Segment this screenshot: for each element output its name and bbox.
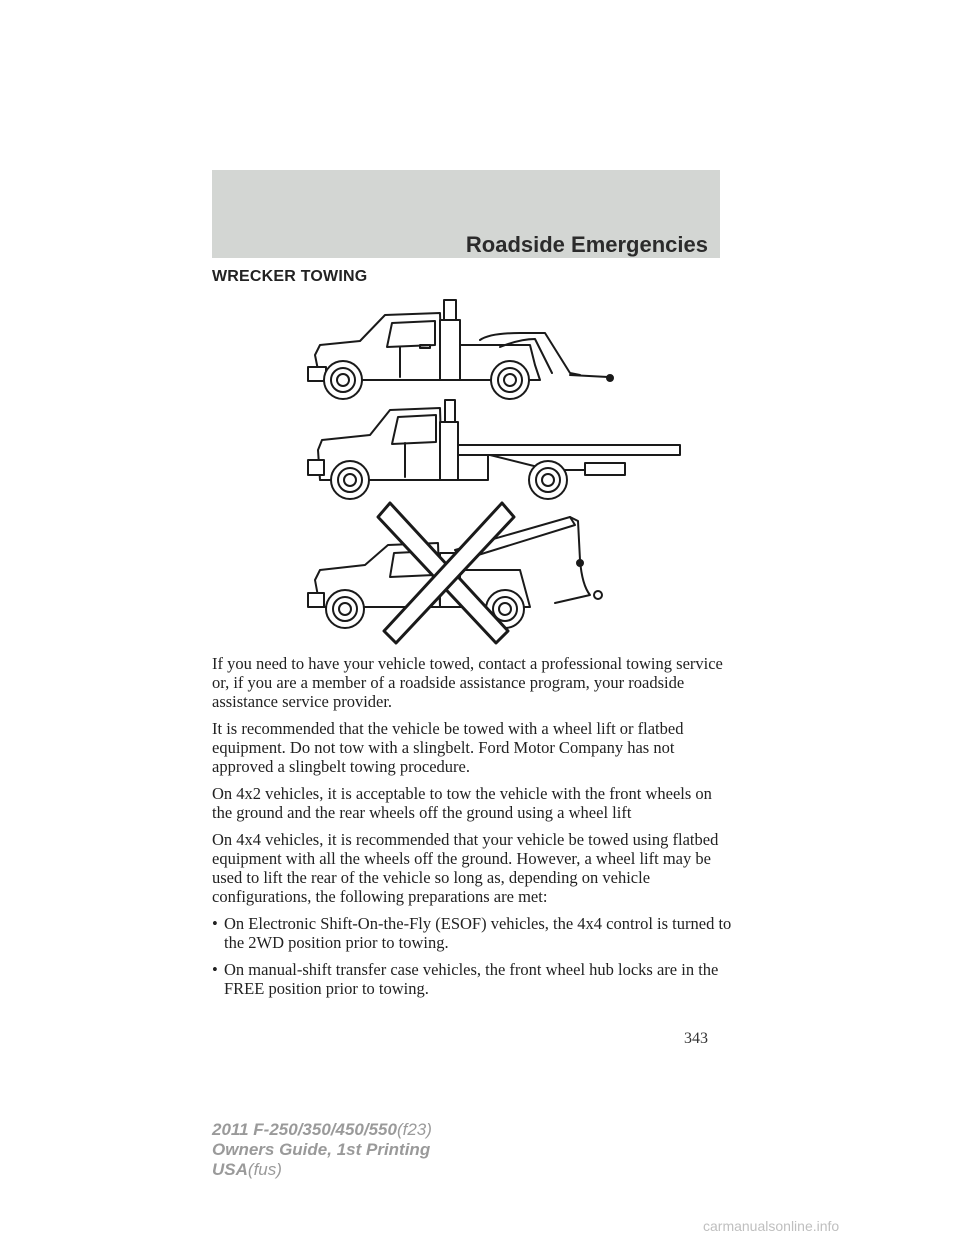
section-title: Roadside Emergencies bbox=[465, 232, 708, 257]
footer-model: 2011 F-250/350/450/550 bbox=[212, 1120, 397, 1139]
footer-edition: Owners Guide, 1st Printing bbox=[212, 1140, 431, 1159]
towing-illustrations bbox=[290, 295, 690, 645]
paragraph: If you need to have your vehicle towed, contact a professional towing service or, if you are a member of a roadside assistance program, your roadside assistance service provider. bbox=[212, 654, 723, 711]
bullet-glyph: • bbox=[212, 960, 218, 979]
flatbed-tow-truck bbox=[308, 400, 680, 499]
slingbelt-tow-truck-prohibited bbox=[308, 503, 602, 643]
paragraph: On 4x4 vehicles, it is recommended that your vehicle be towed using flatbed equipment with all the wheels off the ground. However, a wheel lift may be used to lift the rear of the vehicle so long as, depending on vehicle configurations, the following preparations are met: bbox=[212, 830, 719, 906]
page-heading: WRECKER TOWING bbox=[212, 268, 368, 285]
footer-market: USA bbox=[212, 1160, 248, 1179]
wheel-lift-tow-truck bbox=[308, 300, 613, 399]
header-band bbox=[212, 170, 720, 258]
document-footer bbox=[212, 1120, 432, 1180]
bullet-item bbox=[212, 914, 732, 952]
paragraph: On 4x2 vehicles, it is acceptable to tow the vehicle with the front wheels on the ground and the rear wheels off the ground using a wheel lift bbox=[212, 784, 712, 822]
body-text bbox=[212, 654, 732, 1006]
footer-model-code: (f23) bbox=[396, 1120, 432, 1139]
footer-market-code: (fus) bbox=[247, 1160, 282, 1179]
bullet-glyph: • bbox=[212, 914, 218, 933]
watermark: carmanualsonline.info bbox=[703, 1218, 840, 1234]
bullet-item bbox=[212, 960, 732, 998]
paragraph: It is recommended that the vehicle be towed with a wheel lift or flatbed equipment. Do not tow with a slingbelt. Ford Motor Company has not approved a slingbelt towing procedure. bbox=[212, 719, 684, 776]
bullet-text: On Electronic Shift-On-the-Fly (ESOF) vehicles, the 4x4 control is turned to the 2WD position prior to towing. bbox=[224, 914, 732, 952]
page-number: 343 bbox=[684, 1030, 708, 1047]
bullet-text: On manual-shift transfer case vehicles, the front wheel hub locks are in the FREE position prior to towing. bbox=[224, 960, 719, 998]
